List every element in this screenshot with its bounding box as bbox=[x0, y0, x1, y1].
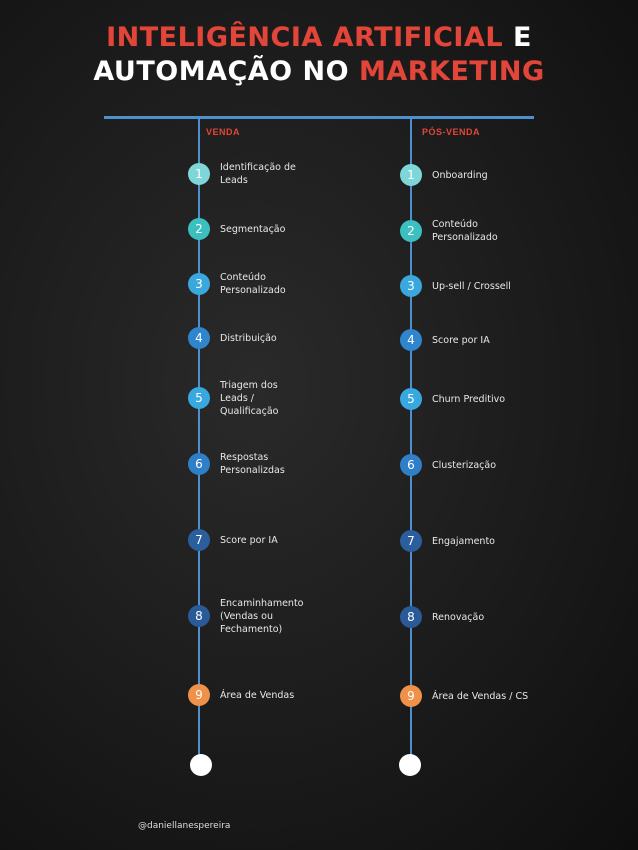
pos-venda-timeline-line bbox=[410, 119, 412, 763]
pos-venda-heading: PÓS-VENDA bbox=[422, 127, 481, 137]
step-number-circle: 6 bbox=[188, 453, 210, 475]
step-number-circle: 9 bbox=[188, 684, 210, 706]
step-label: Conteúdo Personalizado bbox=[220, 272, 286, 296]
step-number-circle: 2 bbox=[400, 220, 422, 242]
top-divider-line bbox=[104, 116, 534, 119]
step-number-circle: 4 bbox=[400, 329, 422, 351]
step-number-circle: 8 bbox=[400, 606, 422, 628]
page-title-line-2 bbox=[0, 56, 638, 87]
step-label: Área de Vendas / CS bbox=[432, 690, 529, 702]
step-label: Distribuição bbox=[220, 332, 277, 344]
step-label: Conteúdo Personalizado bbox=[432, 219, 498, 243]
pos-venda-end-circle bbox=[399, 754, 421, 776]
author-handle: @daniellanespereira bbox=[138, 821, 231, 831]
title-white-part: AUTOMAÇÃO NO bbox=[93, 56, 350, 87]
title-red-part: INTELIGÊNCIA ARTIFICIAL bbox=[106, 22, 504, 53]
step-number-circle: 3 bbox=[400, 275, 422, 297]
step-number-circle: 4 bbox=[188, 327, 210, 349]
step-label: Respostas Personalizdas bbox=[220, 452, 285, 476]
step-number-circle: 6 bbox=[400, 454, 422, 476]
step-number-circle: 7 bbox=[400, 530, 422, 552]
step-label: Triagem dos Leads / Qualificação bbox=[220, 379, 279, 417]
title-red-part: MARKETING bbox=[359, 56, 545, 87]
step-number-circle: 1 bbox=[400, 164, 422, 186]
step-number-circle: 1 bbox=[188, 163, 210, 185]
venda-end-circle bbox=[190, 754, 212, 776]
page-title-line-1 bbox=[0, 22, 638, 53]
venda-heading: VENDA bbox=[206, 127, 241, 137]
step-number-circle: 7 bbox=[188, 529, 210, 551]
step-number-circle: 5 bbox=[400, 388, 422, 410]
step-label: Identificação de Leads bbox=[220, 162, 296, 186]
step-label: Churn Preditivo bbox=[432, 393, 506, 405]
step-label: Segmentação bbox=[220, 223, 286, 235]
step-number-circle: 2 bbox=[188, 218, 210, 240]
step-number-circle: 8 bbox=[188, 605, 210, 627]
step-number-circle: 5 bbox=[188, 387, 210, 409]
step-number-circle: 9 bbox=[400, 685, 422, 707]
step-number-circle: 3 bbox=[188, 273, 210, 295]
step-label: Score por IA bbox=[220, 534, 278, 546]
step-label: Score por IA bbox=[432, 334, 490, 346]
step-label: Onboarding bbox=[432, 169, 488, 181]
step-label: Engajamento bbox=[432, 535, 495, 547]
step-label: Up-sell / Crossell bbox=[432, 280, 511, 292]
step-label: Encaminhamento (Vendas ou Fechamento) bbox=[220, 597, 304, 635]
step-label: Área de Vendas bbox=[220, 689, 295, 701]
title-white-part: E bbox=[512, 22, 532, 53]
step-label: Renovação bbox=[432, 611, 485, 623]
step-label: Clusterização bbox=[432, 459, 497, 471]
venda-timeline-line bbox=[198, 119, 200, 763]
